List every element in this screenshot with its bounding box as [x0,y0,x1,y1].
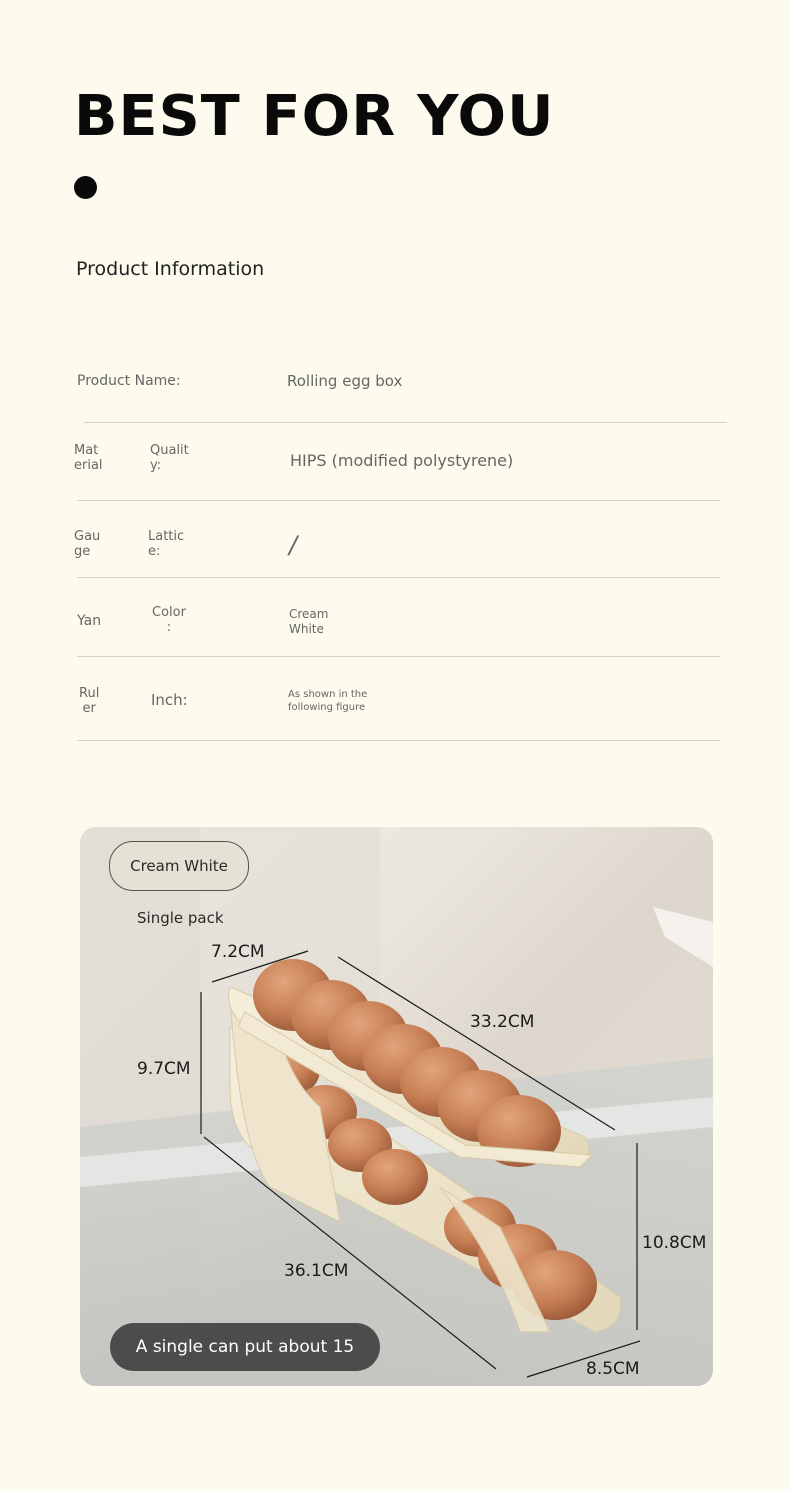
material-label-b: Qualit y: [150,443,189,473]
size-label-b: Inch: [151,691,188,709]
pack-label: Single pack [137,909,224,927]
capacity-caption: A single can put about 15 [110,1323,380,1371]
color-value: Cream White [289,607,329,636]
product-photo [80,827,713,1386]
size-label-a: Rul er [79,686,100,716]
row-divider [77,500,720,501]
row-divider [77,740,720,741]
material-label-a: Mat erial [74,443,103,473]
product-name-label: Product Name: [77,373,181,389]
color-chip: Cream White [109,841,249,891]
material-value: HIPS (modified polystyrene) [290,451,514,470]
row-divider [77,656,720,657]
color-label-a: Yan [77,613,102,629]
size-value: As shown in the following figure [288,689,368,713]
page-title: BEST FOR YOU [74,84,555,149]
dim-top-width: 7.2CM [211,942,265,962]
dim-left-height: 9.7CM [137,1059,191,1079]
row-divider [77,577,720,578]
section-title: Product Information [76,258,265,280]
gauge-value: / [289,531,298,559]
product-name-value: Rolling egg box [287,372,403,390]
gauge-label-b: Lattic e: [148,529,185,559]
dim-top-length: 33.2CM [470,1012,535,1032]
color-label-b: Color : [152,605,186,635]
dim-right-height: 10.8CM [642,1233,707,1253]
gauge-label-a: Gau ge [74,529,101,559]
bullet-dot [74,176,97,199]
row-divider [84,422,727,423]
dim-bottom-length: 36.1CM [284,1261,349,1281]
dim-bottom-width: 8.5CM [586,1359,640,1379]
